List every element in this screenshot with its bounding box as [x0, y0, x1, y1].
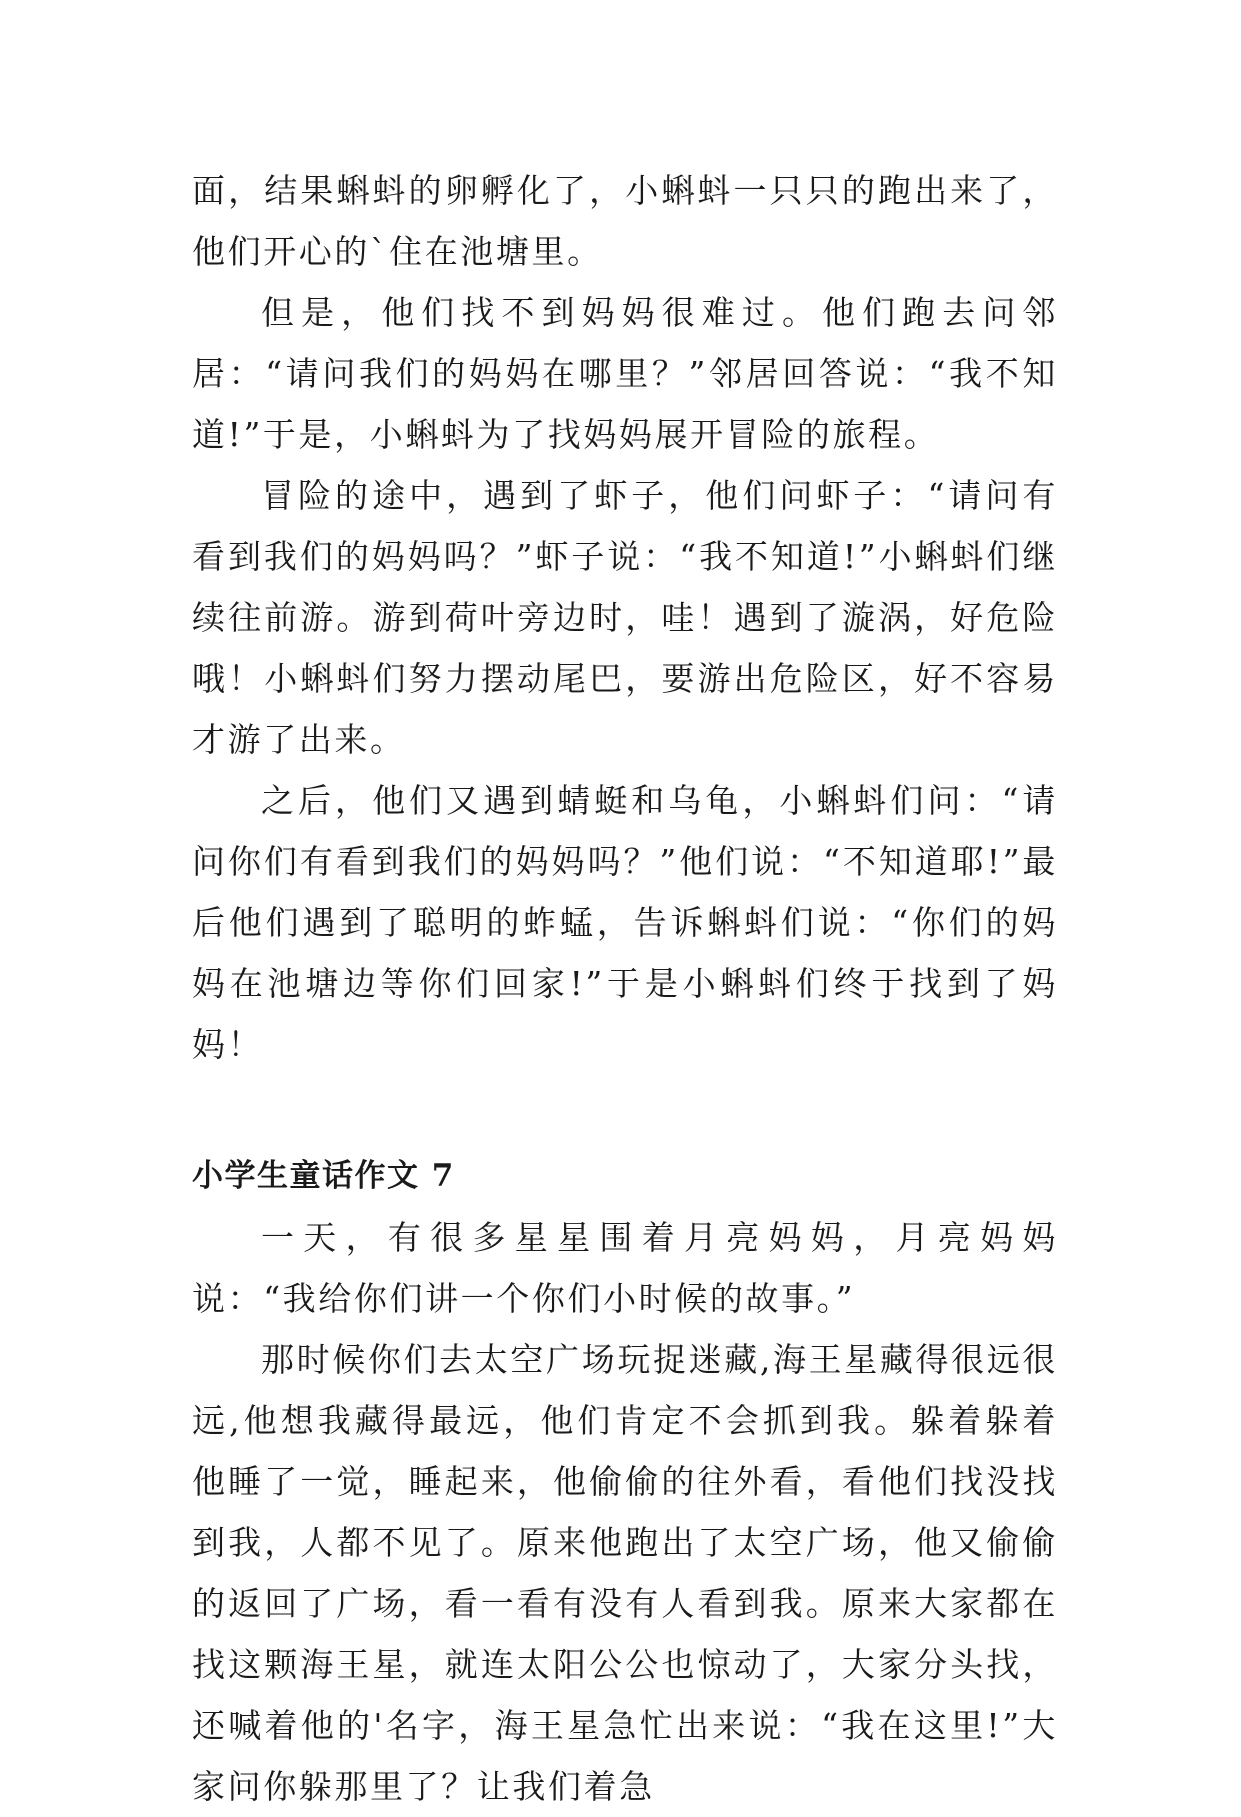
- paragraph: 之后，他们又遇到蜻蜓和乌龟，小蝌蚪们问：“请问你们有看到我们的妈妈吗？”他们说：“不知道耶!”最后他们遇到了聪明的蚱蜢，告诉蝌蚪们说：“你们的妈妈在池塘边等你们回家!”于是小蝌蚪们终于找到了妈妈！: [192, 781, 1058, 1064]
- document-page: [192, 160, 1058, 1817]
- section-title: 小学生童话作文 7: [192, 1158, 455, 1194]
- paragraph: 一天，有很多星星围着月亮妈妈，月亮妈妈说：“我给你们讲一个你们小时候的故事。”: [192, 1218, 1058, 1318]
- paragraph: 但是，他们找不到妈妈很难过。他们跑去问邻居：“请问我们的妈妈在哪里？”邻居回答说：“我不知道!”于是，小蝌蚪为了找妈妈展开冒险的旅程。: [192, 293, 1058, 454]
- paragraph: 冒险的途中，遇到了虾子，他们问虾子：“请问有看到我们的妈妈吗？”虾子说：“我不知道!”小蝌蚪们继续往前游。游到荷叶旁边时，哇！遇到了漩涡，好危险哦！小蝌蚪们努力摆动尾巴，要游出危险区，好不容易才游了出来。: [192, 476, 1058, 759]
- paragraph: 面，结果蝌蚪的卵孵化了，小蝌蚪一只只的跑出来了，他们开心的`住在池塘里。: [192, 171, 1058, 271]
- paragraph: 那时候你们去太空广场玩捉迷藏,海王星藏得很远很远,他想我藏得最远，他们肯定不会抓到我。躲着躲着他睡了一觉，睡起来，他偷偷的往外看，看他们找没找到我，人都不见了。原来他跑出了太空广场，他又偷偷的返回了广场，看一看有没有人看到我。原来大家都在找这颗海王星，就连太阳公公也惊动了，大家分头找，还喊着他的'名字，海王星急忙出来说：“我在这里!”大家问你躲那里了？让我们着急: [192, 1340, 1058, 1806]
